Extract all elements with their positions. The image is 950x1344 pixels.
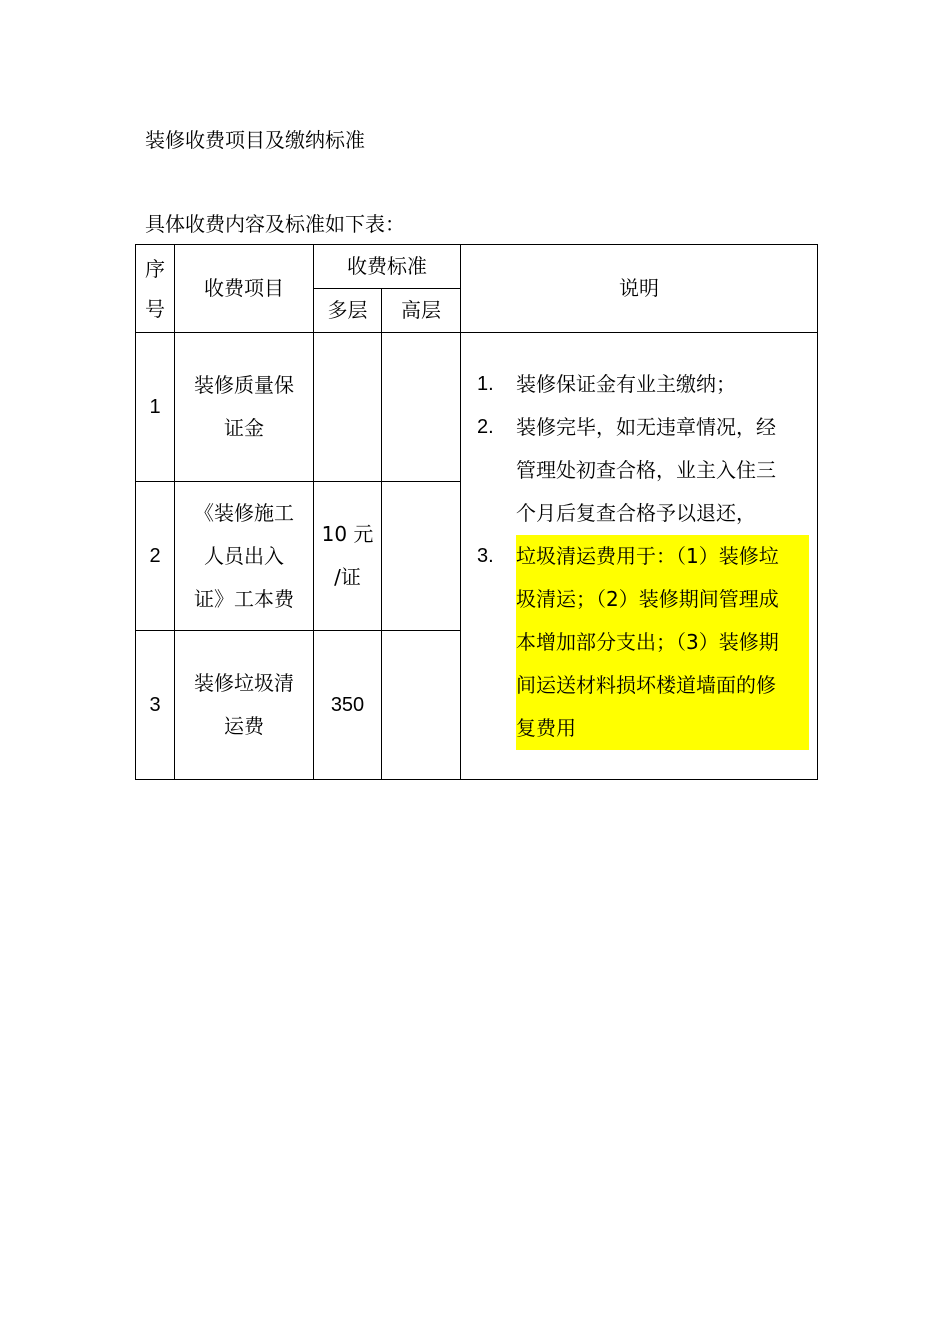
header-high-rise: 高层 bbox=[382, 289, 461, 333]
row-item: 装修质量保 证金 bbox=[175, 333, 314, 482]
note-item-highlighted: 3. 垃圾清运费用于：（1）装修垃 圾清运；（2）装修期间管理成 本增加部分支出；（3）装修期 间运送材料损坏楼道墙面的修 复费用 bbox=[477, 535, 809, 750]
table-intro: 具体收费内容及标准如下表： bbox=[145, 212, 405, 236]
row-item: 装修垃圾清 运费 bbox=[175, 631, 314, 780]
header-multi-story: 多层 bbox=[314, 289, 382, 333]
fee-table bbox=[135, 244, 818, 780]
header-standard: 收费标准 bbox=[314, 245, 461, 289]
row-seq: 1 bbox=[136, 333, 175, 482]
row-multi-story bbox=[314, 333, 382, 482]
note-item: 2. 装修完毕，如无违章情况，经 管理处初查合格，业主入住三 个月后复查合格予以退还， bbox=[477, 414, 776, 525]
note-item: 1. 装修保证金有业主缴纳； bbox=[477, 371, 736, 396]
row-high-rise bbox=[382, 631, 461, 780]
row-high-rise bbox=[382, 482, 461, 631]
notes-cell bbox=[461, 333, 818, 780]
row-seq: 2 bbox=[136, 482, 175, 631]
row-multi-story: 10 元 /证 bbox=[314, 482, 382, 631]
row-multi-story: 350 bbox=[314, 631, 382, 780]
row-item: 《装修施工 人员出入 证》工本费 bbox=[175, 482, 314, 631]
header-notes: 说明 bbox=[461, 245, 818, 333]
header-item: 收费项目 bbox=[175, 245, 314, 333]
row-seq: 3 bbox=[136, 631, 175, 780]
table-row bbox=[136, 333, 818, 482]
row-high-rise bbox=[382, 333, 461, 482]
highlighted-text: 垃圾清运费用于：（1）装修垃 圾清运；（2）装修期间管理成 本增加部分支出；（3）装修期 间运送材料损坏楼道墙面的修 复费用 bbox=[516, 535, 809, 750]
notes-list bbox=[477, 363, 809, 750]
page-title: 装修收费项目及缴纳标准 bbox=[145, 128, 365, 152]
header-seq: 序 号 bbox=[136, 245, 175, 333]
